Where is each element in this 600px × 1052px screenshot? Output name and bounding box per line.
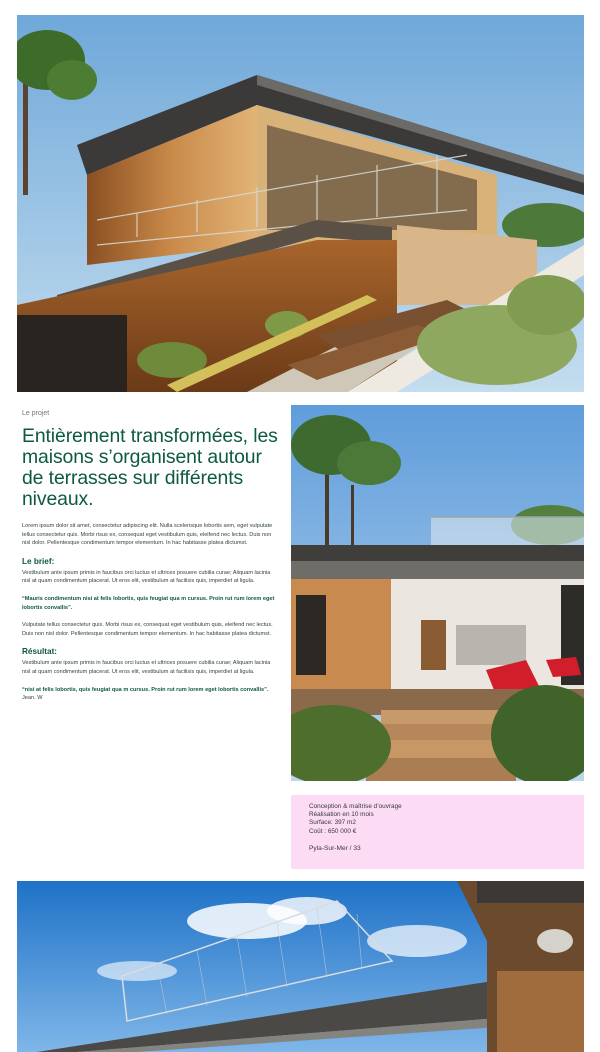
hero-photo	[17, 15, 584, 392]
info-line-duration: Réalisation en 10 mois	[309, 811, 374, 819]
project-headline: Entièrement transformées, les maisons s’organisent autour de terrasses sur différents niveaux.	[22, 425, 278, 510]
section-label: Le projet	[22, 410, 50, 417]
pull-quote-1: “Mauris condimentum nisi at felis lobortis, quis feugiat qua m cursus. Proin rut rum lorem eget lobortis convallis”.	[22, 595, 275, 611]
intro-paragraph: Lorem ipsum dolor sit amet, consectetur adipiscing elit. Nulla scelerisque lobortis sem, eget vulputate tellus consectetur quis. Morbi risus ex, consequat eget vestibulum quis, eleifend nec lectus. Duis non nisl dolor. Pellentesque condimentum tempor elementum. In hac habitasse platea dictumst.	[22, 523, 273, 547]
side-photo	[291, 405, 584, 781]
info-location: Pyla-Sur-Mer / 33	[309, 844, 361, 852]
result-heading: Résultat:	[22, 647, 58, 657]
project-text-column	[22, 410, 280, 702]
info-line-surface: Surface: 397 m2	[309, 819, 356, 827]
pull-quote-2: “nisi at felis lobortis, quis feugiat qua m cursus. Proin rut rum lorem eget lobortis convallis”.	[22, 686, 269, 693]
project-info-box	[291, 795, 584, 869]
brief-paragraph: Vestibulum ante ipsum primis in faucibus orci luctus et ultrices posuere cubilia curae; Aliquam lacinia nisl at quam condimentum placerat. Ut eros elit, vestibulum at facilisis quis, imperdiet at ligula.	[22, 569, 271, 585]
rooftop-terrace-image	[17, 881, 584, 1052]
terrace-house-image	[291, 405, 584, 781]
info-line-cost: Coût : 650 000 €	[309, 827, 357, 835]
hero-house-image	[17, 15, 584, 392]
info-line-conception: Conception & maîtrise d’ouvrage	[309, 803, 402, 810]
bottom-photo	[17, 881, 584, 1052]
quote-signature: Jean. W	[22, 695, 43, 702]
middle-paragraph: Vulputate tellus consectetur quis. Morbi risus ex, consequat eget vestibulum quis, eleifend nec lectus. Duis non nisl dolor. Pellentesque condimentum tempor elementum. In hac habitasse platea dictumst.	[22, 622, 273, 637]
result-paragraph: Vestibulum ante ipsum primis in faucibus orci luctus et ultrices posuere cubilia curae; Aliquam lacinia nisl at quam condimentum placerat. Ut eros elit, vestibulum at facilisis quis, imperdiet at ligula.	[22, 660, 271, 675]
brief-heading: Le brief:	[22, 556, 55, 566]
